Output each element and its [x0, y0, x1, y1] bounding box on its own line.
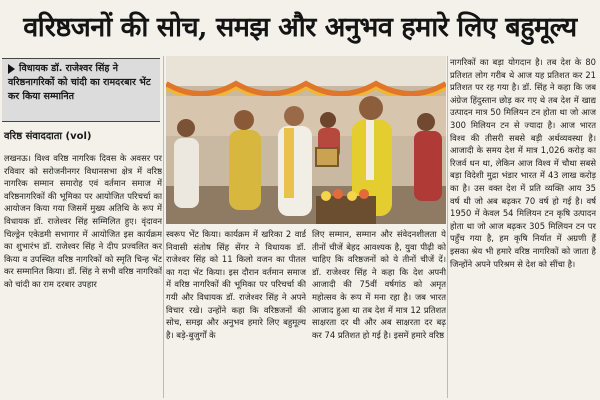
photo-caption-box [2, 58, 160, 122]
bullet-triangle-icon [8, 64, 15, 74]
headline: वरिष्ठजनों की सोच, समझ और अनुभव हमारे लिए बहुमूल्य [23, 11, 577, 43]
article-column-2: स्वरूप भेंट किया। कार्यक्रम में खरिका 2 वार्ड निवासी संतोष सिंह सेंगर ने विधायक डॉ. राजेश्वर सिंह को 11 किलो वजन का पीतल का गदा भेंट किया। इस दौरान वर्तमान समाज में वरिष्ठ नागरिकों की भूमिका पर परिचर्चा की गयी और विधायक डॉ. राजेश्वर सिंह ने अपने विचार रखे। उन्होंने कहा कि वरिष्ठजनों की सोच, समझ और अनुभव हमारे लिए बहुमूल्य है। बड़े-बुजुर्गों के [166, 229, 306, 340]
article-column-4: नागरिकों का बड़ा योगदान है। तब देश के 80 प्रतिशत लोग गरीब थे आज यह प्रतिशत कर 21 प्रतिशत पर रह गया है। डॉ. सिंह ने कहा कि जब अंग्रेज हिंदुस्तान छोड़ कर गए थे तब देश में खाद्य उत्पादन मात्र 50 मिलियन टन होता था जो आज 300 मिलियन टन से ज्यादा है। आज भारत विश्व की तीसरी सबसे बड़ी अर्थव्यवस्था है। आजादी के समय देश में मात्र 1,026 करोड़ का रिजर्व धन था, लेकिन आज विश्व में चौथा सबसे बड़ा विदेशी मुद्रा भंडार भारत में 43 लाख करोड़ का है। उस वक्त देश में प्रति व्यक्ति आय 35 वर्ष थी जो अब बढ़कर 70 वर्ष हो गई है। वर्ष 1950 में केवल 54 मिलियन टन कृषि उत्पादन होता था जो आज बढ़कर 305 मिलियन टन पर पहुँच गया है, हम कृषि निर्यात में अग्रणी हैं इसका श्रेय भी हमारे वरिष्ठ नागरिकों को जाता है जिन्होंने अपने परिश्रम से देश को सींचा है। [450, 57, 596, 269]
photo-illustration [166, 56, 446, 224]
caption-text: विधायक डॉ. राजेश्वर सिंह ने वरिष्ठनागरिकों को चांदी का रामदरबार भेंट कर किया सम्मानित [8, 63, 151, 102]
byline: वरिष्ठ संवाददाता (vol) [4, 131, 92, 142]
column-divider [447, 56, 448, 398]
ceremony-photo [166, 56, 446, 224]
column-divider [163, 56, 164, 398]
article-column-3: लिए सम्मान, सम्मान और संवेदनशीलता ये तीनों चीजें बेहद आवश्यक है, युवा पीढ़ी को चाहिए कि वरिष्ठजनों को ये तीनों चीजें दें। डॉ. राजेश्वर सिंह ने कहा कि देश अपनी आजादी की 75वीं वर्षगांठ को अमृत महोत्सव के रूप में मना रहा है। जब भारत आजाद हुआ था तब देश में मात्र 12 प्रतिशत साक्षरता दर थी और अब साक्षरता दर बढ़ कर 74 प्रतिशत हो गई है। इसमें हमारे वरिष्ठ [312, 229, 446, 340]
article-column-1: लखनऊ। विश्व वरिष्ठ नागरिक दिवस के अवसर पर रविवार को सरोजनीनगर विधानसभा क्षेत्र में वरिष्ठ नागरिक सम्मान समारोह एवं वर्तमान समाज में वरिष्ठनागरिकों की भूमिका पर आयोजित परिचर्चा का आयोजन किया गया जिसमें मुख्य अतिथि के रूप में विधायक डॉ. राजेश्वर सिंह सम्मिलित हुए। वृंदावन चिल्ड्रेन एकेडमी सभागार में आयोजित इस कार्यक्रम का शुभारंभ डॉ. राजेश्वर सिंह ने दीप प्रज्वलित कर किया व उपस्थित वरिष्ठ नागरिकों को स्मृति चिन्ह भेंट कर सम्मानित किया। डॉ. सिंह ने सभी वरिष्ठ नागरिकों को चांदी का राम दरबार उपहार [4, 153, 162, 289]
